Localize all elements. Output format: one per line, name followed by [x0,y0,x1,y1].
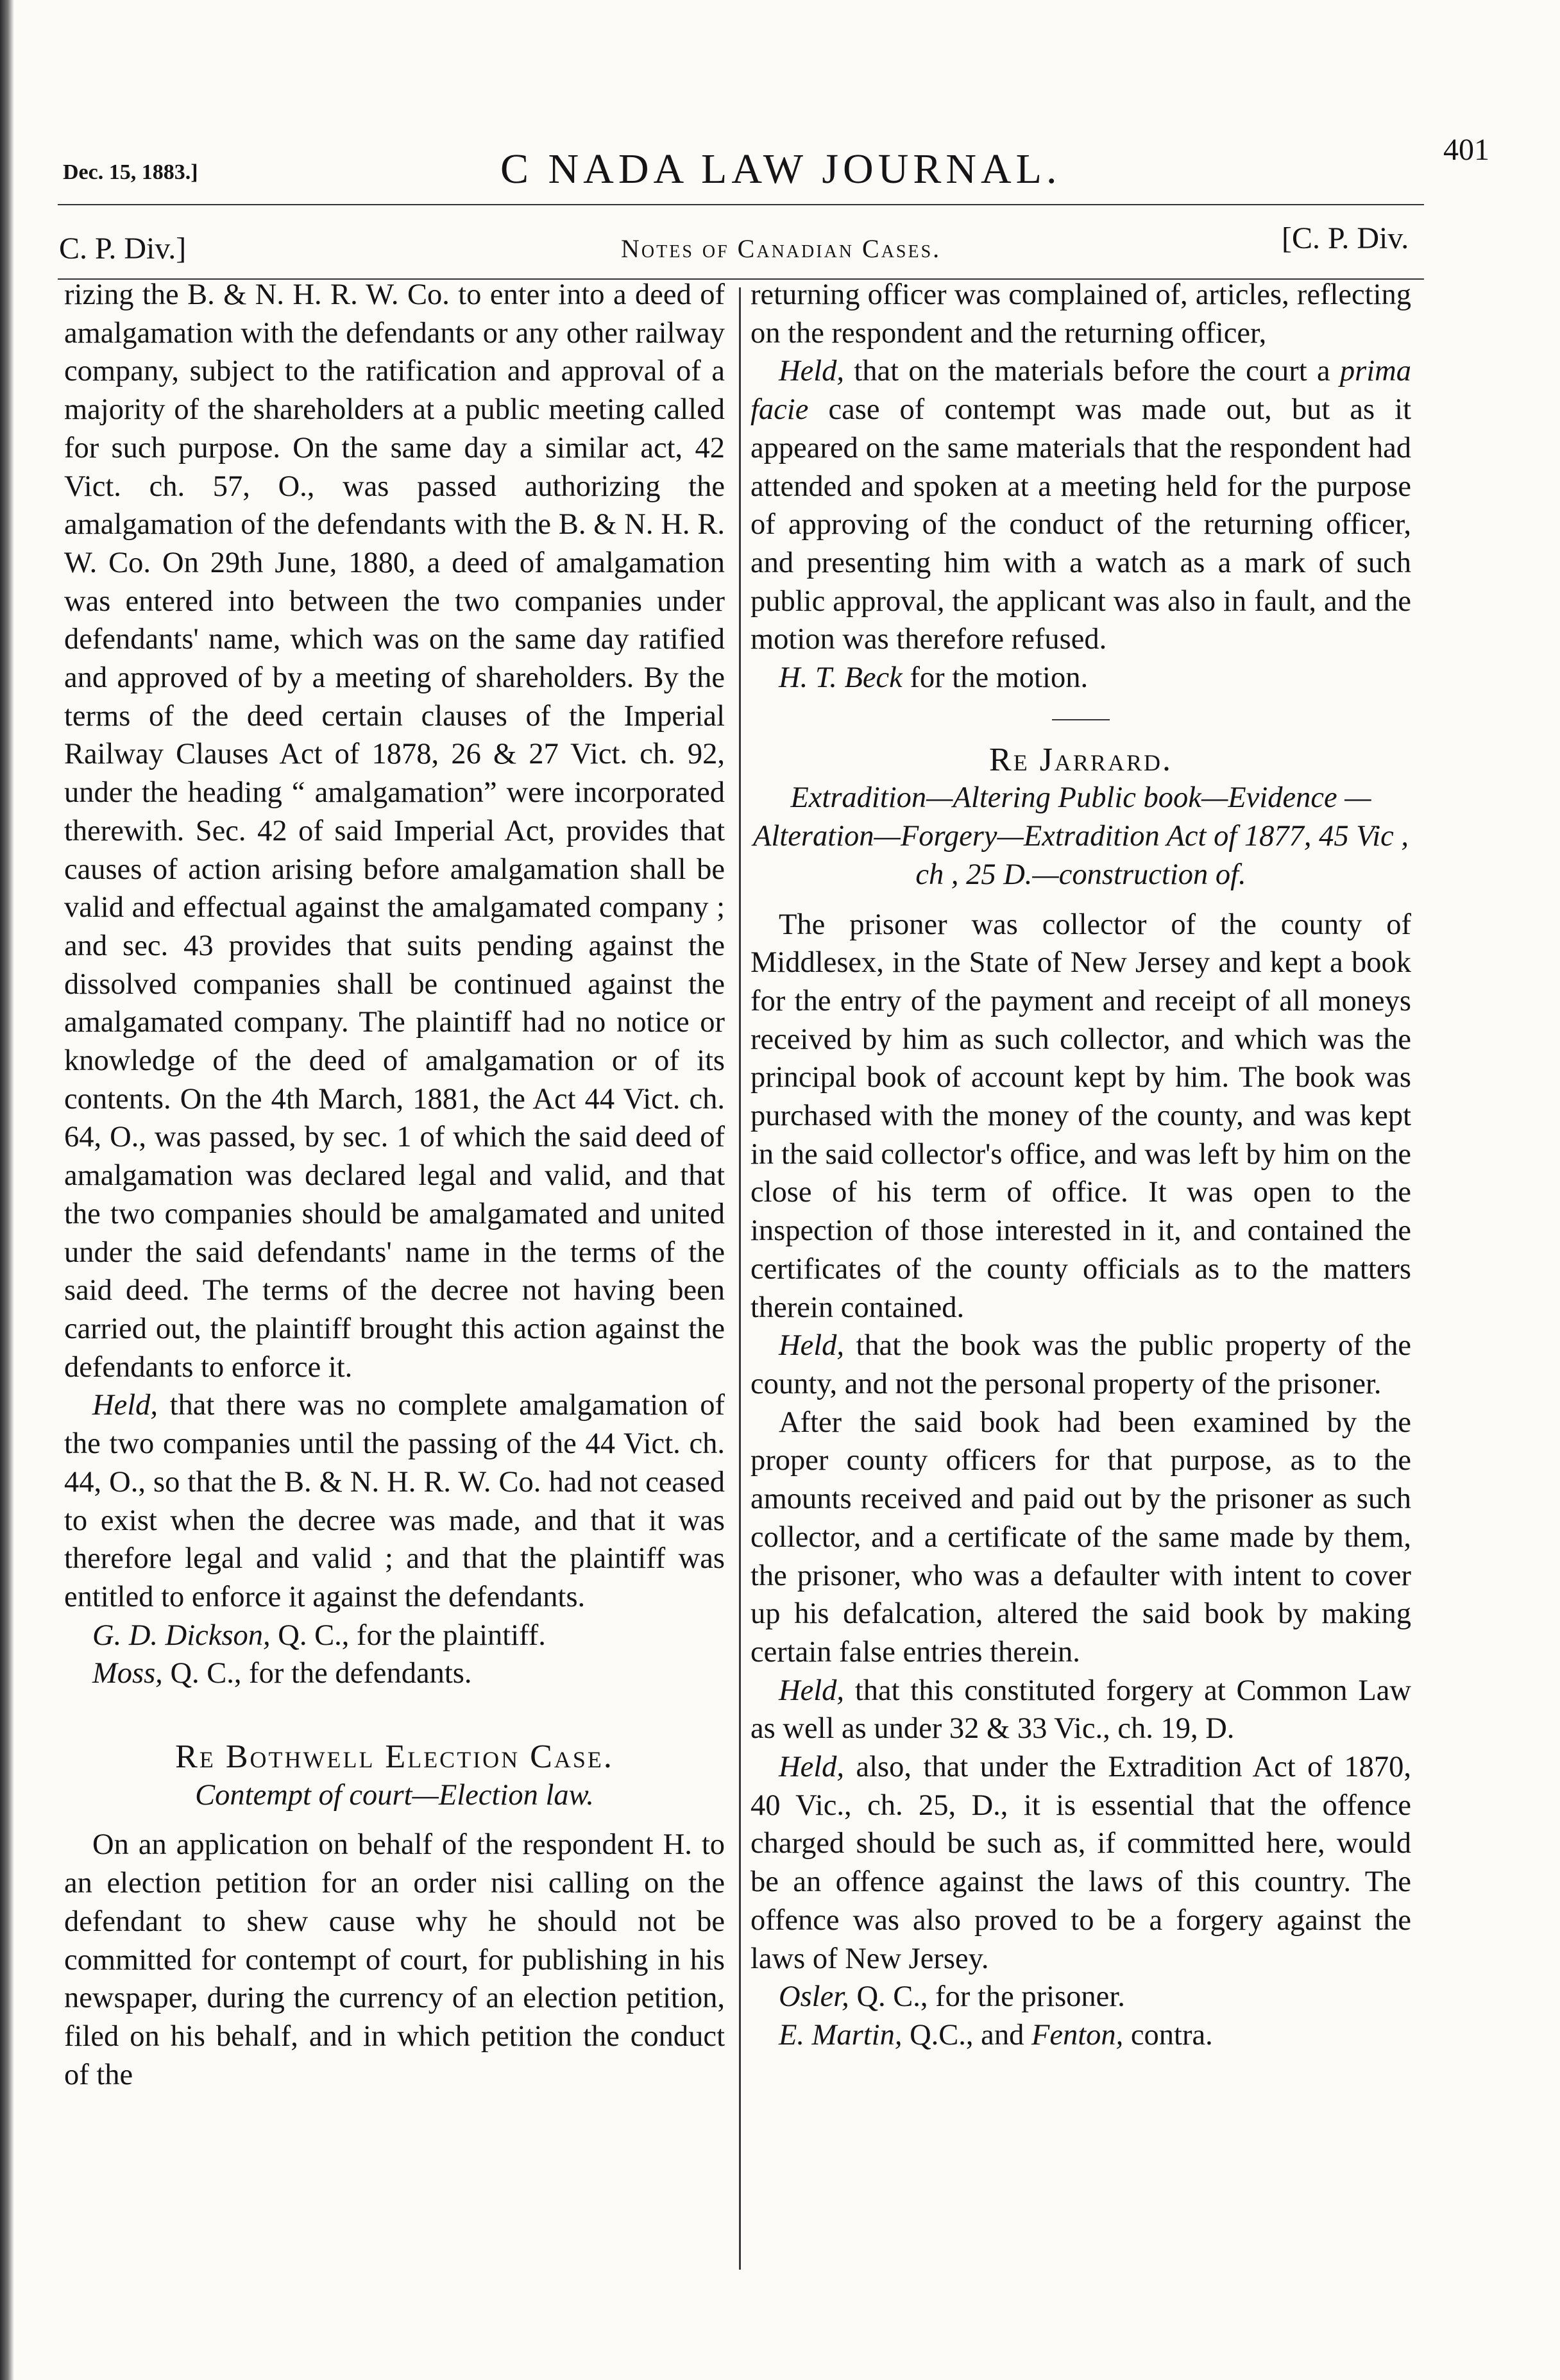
left-column [64,276,725,2094]
case-title: Re Jarrard. [989,741,1173,778]
held-paragraph: Held, that on the materials before the court a prima facie case of contempt was made out, but as it appeared on the same materials that the respondent had attended and spoken at a meeting held for the purpose of approving of the conduct of the returning officer, and presenting him with a watch as a mark of such public approval, the applicant was also in fault, and the motion was therefore refused. [750,355,1411,656]
journal-title: C NADA LAW JOURNAL. [500,146,1062,192]
counsel-line: G. D. Dickson, Q. C., for the plaintiff. [92,1619,546,1652]
held-paragraph: Held, that the book was the public property of the county, and not the personal property of the prisoner. [750,1329,1411,1400]
paragraph: The prisoner was collector of the county of Middlesex, in the State of New Jersey and kept a book for the entry of the payment and receipt of all moneys received by him as such collector, and which was the principal book of account kept by him. The book was purchased with the money of the county, and was kept in the said collector's office, and was left by him on the close of his term of office. It was open to the inspection of those interested in it, and contained the certificates of the county officials as to the matters therein contained. [750,908,1411,1324]
case-title: Re Bothwell Election Case. [175,1738,614,1776]
section-title: Notes of Canadian Cases. [621,234,942,263]
counsel-line: Osler, Q. C., for the prisoner. [779,1980,1125,2014]
paragraph: After the said book had been examined by the proper county officers for that purpose, as to the amounts received and paid out by the prisoner as such collector, and a certificate of the same made by them, the prisoner, who was a defaulter with intent to cover up his defalcation, altered the said book by making certain false entries therein. [750,1406,1411,1669]
issue-date: Dec. 15, 1883.] [63,160,198,184]
paragraph: returning officer was complained of, articles, reflecting on the respondent and the returning officer, [750,278,1411,350]
paragraph: On an application on behalf of the respondent H. to an election petition for an order nisi calling on the defendant to shew cause why he should not be committed for contempt of court, for publishing in his newspaper, during the currency of an election petition, filed on his behalf, and in which petition the conduct of the [64,1828,725,2091]
section-left: C. P. Div.] [59,232,187,266]
right-column [750,276,1411,2055]
held-paragraph: Held, that there was no complete amalgamation of the two companies until the passing of the 44 Vict. ch. 44, O., so that the B. & N. H. R. W. Co. had not ceased to exist when the decree was made, and that it was therefore legal and valid ; and that the plaintiff was entitled to enforce it against the defendants. [64,1389,725,1613]
column-divider [739,287,741,2270]
header-rule-top [58,204,1424,205]
paragraph: rizing the B. & N. H. R. W. Co. to enter into a deed of amalgamation with the defendants or any other railway company, subject to the ratification and approval of a majority of the shareholders at a public meeting called for such purpose. On the same day a similar act, 42 Vict. ch. 57, O., was passed authorizing the amalgamation of the defendants with the B. & N. H. R. W. Co. On 29th June, 1880, a deed of amalgamation was entered into between the two companies under defendants' name, which was on the same day ratified and approved of by a meeting of shareholders. By the terms of the deed certain clauses of the Imperial Railway Clauses Act of 1878, 26 & 27 Vict. ch. 92, under the heading “ amalgamation” were incorporated therewith. Sec. 42 of said Imperial Act, provides that causes of action arising before amalgamation shall be valid and effectual against the amalgamated company ; and sec. 43 provides that suits pending against the dissolved companies shall be continued against the amalgamated company. The plaintiff had no notice or knowledge of the deed of amalgamation or of its contents. On the 4th March, 1881, the Act 44 Vict. ch. 64, O., was passed, by sec. 1 of which the said deed of amalgamation was declared legal and valid, and that the two companies should be amalgamated and united under the said defendants' name in the terms of the said deed. The terms of the decree not having been carried out, the plaintiff brought this action against the defendants to enforce it. [64,278,725,1384]
counsel-line: E. Martin, Q.C., and Fenton, contra. [779,2018,1213,2052]
held-paragraph: Held, that this constituted forgery at Common Law as well as under 32 & 33 Vic., ch. 19, D. [750,1674,1411,1746]
case-subtitle: Contempt of court—Election law. [195,1778,594,1812]
case-subtitle: Extradition—Altering Public book—Evidence —Alteration—Forgery—Extradition Act of 1877, 45 Vic , ch , 25 D.—construction of. [752,781,1409,891]
held-paragraph: Held, also, that under the Extradition Act of 1870, 40 Vic., ch. 25, D., it is essential that the offence charged should be such as, if committed here, would be an offence against the laws of this country. The offence was also proved to be a forgery against the laws of New Jersey. [750,1751,1411,1975]
case-separator [1052,719,1110,720]
counsel-line: Moss, Q. C., for the defendants. [92,1657,472,1690]
section-right: [C. P. Div. [1282,221,1409,255]
scan-edge [0,0,14,2380]
counsel-line: H. T. Beck for the motion. [779,661,1089,695]
page-number: 401 [1443,133,1489,167]
